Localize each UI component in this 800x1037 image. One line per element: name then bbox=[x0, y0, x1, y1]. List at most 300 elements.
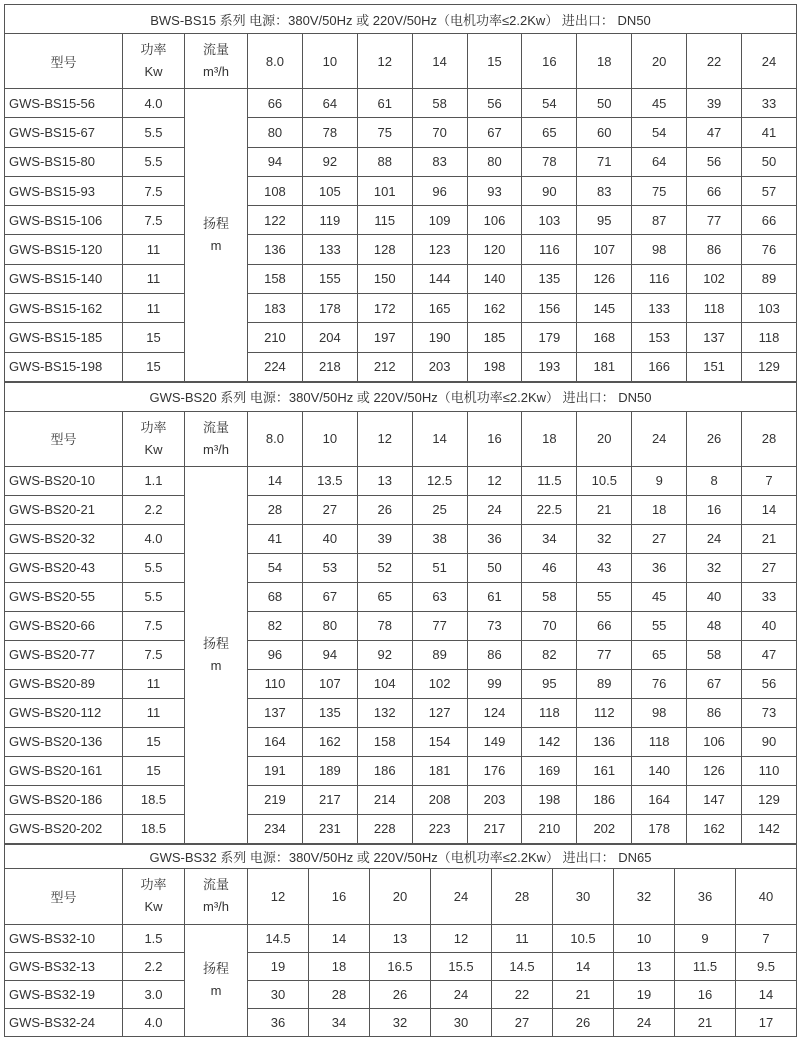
head-value-cell: 162 bbox=[302, 727, 357, 756]
table-row bbox=[5, 756, 797, 785]
head-value-cell: 21 bbox=[553, 980, 614, 1008]
head-value-cell: 99 bbox=[467, 669, 522, 698]
head-value-cell: 22.5 bbox=[522, 495, 577, 524]
head-value-cell: 164 bbox=[632, 785, 687, 814]
power-cell: 5.5 bbox=[123, 553, 185, 582]
pump-spec-document bbox=[4, 4, 797, 1037]
head-value-cell: 26 bbox=[553, 1008, 614, 1036]
flow-value-header: 16 bbox=[467, 411, 522, 466]
head-value-cell: 41 bbox=[248, 524, 303, 553]
head-value-cell: 178 bbox=[632, 814, 687, 843]
model-header: 型号 bbox=[5, 34, 123, 89]
head-value-cell: 78 bbox=[522, 147, 577, 176]
model-cell: GWS-BS20-66 bbox=[5, 611, 123, 640]
head-value-cell: 186 bbox=[577, 785, 632, 814]
head-value-cell: 122 bbox=[248, 206, 303, 235]
model-cell: GWS-BS15-106 bbox=[5, 206, 123, 235]
head-value-cell: 14.5 bbox=[248, 924, 309, 952]
head-value-cell: 34 bbox=[309, 1008, 370, 1036]
table-row bbox=[5, 640, 797, 669]
head-value-cell: 202 bbox=[577, 814, 632, 843]
head-value-cell: 24 bbox=[431, 980, 492, 1008]
power-header bbox=[123, 868, 185, 924]
table-row bbox=[5, 553, 797, 582]
flow-value-header: 12 bbox=[248, 868, 309, 924]
power-cell: 4.0 bbox=[123, 1008, 185, 1036]
head-value-cell: 33 bbox=[742, 582, 797, 611]
head-value-cell: 15.5 bbox=[431, 952, 492, 980]
power-cell: 7.5 bbox=[123, 611, 185, 640]
flow-unit: m³/h bbox=[203, 899, 229, 915]
head-value-cell: 88 bbox=[357, 147, 412, 176]
head-value-cell: 203 bbox=[412, 352, 467, 381]
head-value-cell: 135 bbox=[302, 698, 357, 727]
head-value-cell: 26 bbox=[370, 980, 431, 1008]
head-value-cell: 56 bbox=[742, 669, 797, 698]
head-value-cell: 47 bbox=[742, 640, 797, 669]
power-cell: 1.1 bbox=[123, 466, 185, 495]
head-value-cell: 14.5 bbox=[492, 952, 553, 980]
head-value-cell: 234 bbox=[248, 814, 303, 843]
table-row bbox=[5, 1008, 797, 1036]
table-row bbox=[5, 524, 797, 553]
model-cell: GWS-BS20-186 bbox=[5, 785, 123, 814]
section-title: BWS-BS15 系列 电源：380V/50Hz 或 220V/50Hz（电机功率≤2.2Kw） 进出口： DN50 bbox=[5, 5, 797, 34]
table-row bbox=[5, 352, 797, 381]
head-value-cell: 89 bbox=[412, 640, 467, 669]
head-value-cell: 9 bbox=[632, 466, 687, 495]
head-value-cell: 127 bbox=[412, 698, 467, 727]
head-value-cell: 54 bbox=[522, 89, 577, 118]
head-value-cell: 128 bbox=[357, 235, 412, 264]
head-value-cell: 116 bbox=[522, 235, 577, 264]
head-value-cell: 144 bbox=[412, 264, 467, 293]
power-cell: 7.5 bbox=[123, 206, 185, 235]
head-value-cell: 16 bbox=[675, 980, 736, 1008]
head-value-cell: 118 bbox=[687, 294, 742, 323]
head-value-cell: 219 bbox=[248, 785, 303, 814]
head-value-cell: 93 bbox=[467, 176, 522, 205]
head-value-cell: 67 bbox=[302, 582, 357, 611]
head-value-cell: 45 bbox=[632, 89, 687, 118]
head-value-cell: 208 bbox=[412, 785, 467, 814]
head-value-cell: 198 bbox=[467, 352, 522, 381]
model-cell: GWS-BS32-10 bbox=[5, 924, 123, 952]
model-cell: GWS-BS15-67 bbox=[5, 118, 123, 147]
head-value-cell: 126 bbox=[577, 264, 632, 293]
power-cell: 15 bbox=[123, 323, 185, 352]
head-value-cell: 11.5 bbox=[522, 466, 577, 495]
head-value-cell: 40 bbox=[687, 582, 742, 611]
head-value-cell: 118 bbox=[522, 698, 577, 727]
power-cell: 5.5 bbox=[123, 147, 185, 176]
power-cell: 3.0 bbox=[123, 980, 185, 1008]
head-value-cell: 36 bbox=[248, 1008, 309, 1036]
head-value-cell: 189 bbox=[302, 756, 357, 785]
table-row bbox=[5, 264, 797, 293]
model-cell: GWS-BS15-120 bbox=[5, 235, 123, 264]
head-label: 扬程 bbox=[202, 961, 229, 977]
head-value-cell: 223 bbox=[412, 814, 467, 843]
head-value-cell: 64 bbox=[632, 147, 687, 176]
head-value-cell: 73 bbox=[467, 611, 522, 640]
power-cell: 11 bbox=[123, 235, 185, 264]
head-value-cell: 66 bbox=[248, 89, 303, 118]
head-value-cell: 18 bbox=[309, 952, 370, 980]
head-value-cell: 58 bbox=[412, 89, 467, 118]
head-value-cell: 95 bbox=[522, 669, 577, 698]
head-value-cell: 210 bbox=[248, 323, 303, 352]
head-value-cell: 70 bbox=[522, 611, 577, 640]
head-value-cell: 217 bbox=[467, 814, 522, 843]
head-value-cell: 98 bbox=[632, 698, 687, 727]
head-value-cell: 129 bbox=[742, 785, 797, 814]
flow-label: 流量 bbox=[202, 42, 229, 57]
head-value-cell: 48 bbox=[687, 611, 742, 640]
head-value-cell: 76 bbox=[742, 235, 797, 264]
model-cell: GWS-BS15-185 bbox=[5, 323, 123, 352]
table-row bbox=[5, 727, 797, 756]
head-value-cell: 68 bbox=[248, 582, 303, 611]
head-value-cell: 90 bbox=[522, 176, 577, 205]
head-unit: m bbox=[210, 237, 222, 253]
head-value-cell: 136 bbox=[248, 235, 303, 264]
head-value-cell: 14 bbox=[742, 495, 797, 524]
section-title: GWS-BS32 系列 电源：380V/50Hz 或 220V/50Hz（电机功率≤2.2Kw） 进出口： DN65 bbox=[5, 844, 797, 868]
head-value-cell: 67 bbox=[687, 669, 742, 698]
flow-value-header: 22 bbox=[687, 34, 742, 89]
head-value-cell: 109 bbox=[412, 206, 467, 235]
model-cell: GWS-BS20-10 bbox=[5, 466, 123, 495]
head-value-cell: 154 bbox=[412, 727, 467, 756]
model-cell: GWS-BS32-19 bbox=[5, 980, 123, 1008]
head-value-cell: 65 bbox=[357, 582, 412, 611]
model-cell: GWS-BS20-21 bbox=[5, 495, 123, 524]
power-cell: 18.5 bbox=[123, 785, 185, 814]
head-value-cell: 18 bbox=[632, 495, 687, 524]
head-value-cell: 80 bbox=[467, 147, 522, 176]
model-header: 型号 bbox=[5, 411, 123, 466]
head-value-cell: 126 bbox=[687, 756, 742, 785]
head-value-cell: 89 bbox=[577, 669, 632, 698]
head-value-cell: 54 bbox=[248, 553, 303, 582]
head-value-cell: 197 bbox=[357, 323, 412, 352]
head-value-cell: 46 bbox=[522, 553, 577, 582]
head-value-cell: 36 bbox=[632, 553, 687, 582]
power-label: 功率 bbox=[140, 42, 167, 57]
head-value-cell: 110 bbox=[742, 756, 797, 785]
head-value-cell: 32 bbox=[577, 524, 632, 553]
model-cell: GWS-BS20-77 bbox=[5, 640, 123, 669]
model-header: 型号 bbox=[5, 868, 123, 924]
head-value-cell: 98 bbox=[632, 235, 687, 264]
power-cell: 15 bbox=[123, 756, 185, 785]
flow-unit: m³/h bbox=[203, 441, 229, 457]
head-value-cell: 63 bbox=[412, 582, 467, 611]
flow-value-header: 10 bbox=[302, 411, 357, 466]
head-value-cell: 140 bbox=[632, 756, 687, 785]
model-cell: GWS-BS20-161 bbox=[5, 756, 123, 785]
head-value-cell: 45 bbox=[632, 582, 687, 611]
head-value-cell: 78 bbox=[357, 611, 412, 640]
flow-value-header: 36 bbox=[675, 868, 736, 924]
head-value-cell: 116 bbox=[632, 264, 687, 293]
head-value-cell: 203 bbox=[467, 785, 522, 814]
flow-value-header: 14 bbox=[412, 34, 467, 89]
table-row bbox=[5, 294, 797, 323]
spec-table-section bbox=[4, 4, 797, 382]
head-value-cell: 94 bbox=[302, 640, 357, 669]
head-value-cell: 64 bbox=[302, 89, 357, 118]
power-cell: 15 bbox=[123, 352, 185, 381]
table-row bbox=[5, 814, 797, 843]
head-value-cell: 118 bbox=[632, 727, 687, 756]
head-value-cell: 70 bbox=[412, 118, 467, 147]
head-value-cell: 12 bbox=[467, 466, 522, 495]
head-value-cell: 102 bbox=[412, 669, 467, 698]
table-row bbox=[5, 611, 797, 640]
power-cell: 18.5 bbox=[123, 814, 185, 843]
flow-value-header: 26 bbox=[687, 411, 742, 466]
power-cell: 11 bbox=[123, 669, 185, 698]
table-row bbox=[5, 176, 797, 205]
head-value-cell: 92 bbox=[357, 640, 412, 669]
head-value-cell: 104 bbox=[357, 669, 412, 698]
table-row bbox=[5, 582, 797, 611]
head-value-cell: 172 bbox=[357, 294, 412, 323]
head-value-cell: 14 bbox=[736, 980, 797, 1008]
model-cell: GWS-BS32-13 bbox=[5, 952, 123, 980]
head-unit: m bbox=[210, 657, 222, 673]
head-value-cell: 136 bbox=[577, 727, 632, 756]
head-value-cell: 210 bbox=[522, 814, 577, 843]
table-row bbox=[5, 924, 797, 952]
head-value-cell: 112 bbox=[577, 698, 632, 727]
head-value-cell: 78 bbox=[302, 118, 357, 147]
head-label-cell bbox=[185, 466, 248, 843]
head-value-cell: 50 bbox=[467, 553, 522, 582]
head-value-cell: 94 bbox=[248, 147, 303, 176]
head-value-cell: 137 bbox=[687, 323, 742, 352]
head-value-cell: 75 bbox=[357, 118, 412, 147]
head-value-cell: 90 bbox=[742, 727, 797, 756]
head-value-cell: 66 bbox=[742, 206, 797, 235]
head-value-cell: 212 bbox=[357, 352, 412, 381]
power-cell: 4.0 bbox=[123, 89, 185, 118]
head-value-cell: 87 bbox=[632, 206, 687, 235]
flow-value-header: 18 bbox=[522, 411, 577, 466]
power-label: 功率 bbox=[140, 877, 167, 893]
head-value-cell: 14 bbox=[553, 952, 614, 980]
head-value-cell: 83 bbox=[577, 176, 632, 205]
head-value-cell: 142 bbox=[742, 814, 797, 843]
head-value-cell: 13 bbox=[614, 952, 675, 980]
table-row bbox=[5, 669, 797, 698]
model-cell: GWS-BS32-24 bbox=[5, 1008, 123, 1036]
head-value-cell: 86 bbox=[687, 698, 742, 727]
head-value-cell: 96 bbox=[412, 176, 467, 205]
power-cell: 7.5 bbox=[123, 640, 185, 669]
head-value-cell: 61 bbox=[357, 89, 412, 118]
flow-value-header: 30 bbox=[553, 868, 614, 924]
model-cell: GWS-BS20-89 bbox=[5, 669, 123, 698]
power-unit: Kw bbox=[144, 64, 163, 79]
power-cell: 5.5 bbox=[123, 118, 185, 147]
power-unit: Kw bbox=[144, 441, 163, 457]
head-value-cell: 19 bbox=[614, 980, 675, 1008]
power-header bbox=[123, 34, 185, 89]
head-value-cell: 75 bbox=[632, 176, 687, 205]
head-value-cell: 132 bbox=[357, 698, 412, 727]
head-value-cell: 36 bbox=[467, 524, 522, 553]
head-value-cell: 77 bbox=[577, 640, 632, 669]
model-cell: GWS-BS20-32 bbox=[5, 524, 123, 553]
head-value-cell: 25 bbox=[412, 495, 467, 524]
flow-header bbox=[185, 34, 248, 89]
head-value-cell: 16.5 bbox=[370, 952, 431, 980]
head-value-cell: 162 bbox=[467, 294, 522, 323]
head-value-cell: 24 bbox=[687, 524, 742, 553]
head-value-cell: 83 bbox=[412, 147, 467, 176]
head-value-cell: 24 bbox=[467, 495, 522, 524]
head-value-cell: 82 bbox=[248, 611, 303, 640]
head-unit: m bbox=[210, 983, 222, 999]
head-value-cell: 107 bbox=[302, 669, 357, 698]
flow-value-header: 12 bbox=[357, 411, 412, 466]
flow-value-header: 8.0 bbox=[248, 411, 303, 466]
head-value-cell: 164 bbox=[248, 727, 303, 756]
flow-value-header: 20 bbox=[577, 411, 632, 466]
head-value-cell: 204 bbox=[302, 323, 357, 352]
power-label: 功率 bbox=[140, 419, 167, 435]
head-value-cell: 214 bbox=[357, 785, 412, 814]
power-cell: 15 bbox=[123, 727, 185, 756]
head-value-cell: 140 bbox=[467, 264, 522, 293]
flow-value-header: 18 bbox=[577, 34, 632, 89]
head-value-cell: 123 bbox=[412, 235, 467, 264]
head-value-cell: 27 bbox=[302, 495, 357, 524]
head-value-cell: 7 bbox=[742, 466, 797, 495]
head-value-cell: 53 bbox=[302, 553, 357, 582]
table-row bbox=[5, 89, 797, 118]
head-value-cell: 96 bbox=[248, 640, 303, 669]
head-value-cell: 58 bbox=[687, 640, 742, 669]
head-value-cell: 27 bbox=[492, 1008, 553, 1036]
head-value-cell: 186 bbox=[357, 756, 412, 785]
head-value-cell: 39 bbox=[357, 524, 412, 553]
head-value-cell: 142 bbox=[522, 727, 577, 756]
head-value-cell: 21 bbox=[577, 495, 632, 524]
head-value-cell: 22 bbox=[492, 980, 553, 1008]
head-label: 扬程 bbox=[202, 215, 229, 231]
head-value-cell: 108 bbox=[248, 176, 303, 205]
head-value-cell: 28 bbox=[309, 980, 370, 1008]
head-value-cell: 71 bbox=[577, 147, 632, 176]
head-value-cell: 169 bbox=[522, 756, 577, 785]
head-label-cell bbox=[185, 924, 248, 1036]
flow-value-header: 20 bbox=[632, 34, 687, 89]
head-value-cell: 162 bbox=[687, 814, 742, 843]
table-row bbox=[5, 118, 797, 147]
head-value-cell: 86 bbox=[467, 640, 522, 669]
table-row bbox=[5, 323, 797, 352]
model-cell: GWS-BS15-80 bbox=[5, 147, 123, 176]
head-value-cell: 101 bbox=[357, 176, 412, 205]
head-value-cell: 38 bbox=[412, 524, 467, 553]
head-value-cell: 51 bbox=[412, 553, 467, 582]
power-cell: 5.5 bbox=[123, 582, 185, 611]
flow-value-header: 14 bbox=[412, 411, 467, 466]
head-value-cell: 95 bbox=[577, 206, 632, 235]
head-value-cell: 133 bbox=[302, 235, 357, 264]
flow-value-header: 32 bbox=[614, 868, 675, 924]
head-value-cell: 153 bbox=[632, 323, 687, 352]
head-value-cell: 10.5 bbox=[553, 924, 614, 952]
head-value-cell: 73 bbox=[742, 698, 797, 727]
head-value-cell: 80 bbox=[248, 118, 303, 147]
head-value-cell: 66 bbox=[577, 611, 632, 640]
head-value-cell: 176 bbox=[467, 756, 522, 785]
section-title-row bbox=[5, 5, 797, 34]
head-value-cell: 191 bbox=[248, 756, 303, 785]
head-value-cell: 181 bbox=[412, 756, 467, 785]
head-label-cell bbox=[185, 89, 248, 382]
head-value-cell: 9.5 bbox=[736, 952, 797, 980]
head-value-cell: 50 bbox=[742, 147, 797, 176]
head-value-cell: 120 bbox=[467, 235, 522, 264]
flow-value-header: 24 bbox=[632, 411, 687, 466]
head-value-cell: 155 bbox=[302, 264, 357, 293]
head-label: 扬程 bbox=[202, 635, 229, 651]
head-value-cell: 158 bbox=[248, 264, 303, 293]
head-value-cell: 65 bbox=[632, 640, 687, 669]
flow-value-header: 20 bbox=[370, 868, 431, 924]
model-cell: GWS-BS15-162 bbox=[5, 294, 123, 323]
head-value-cell: 149 bbox=[467, 727, 522, 756]
head-value-cell: 61 bbox=[467, 582, 522, 611]
head-value-cell: 10 bbox=[614, 924, 675, 952]
head-value-cell: 147 bbox=[687, 785, 742, 814]
head-value-cell: 86 bbox=[687, 235, 742, 264]
head-value-cell: 56 bbox=[467, 89, 522, 118]
head-value-cell: 60 bbox=[577, 118, 632, 147]
power-cell: 4.0 bbox=[123, 524, 185, 553]
head-value-cell: 103 bbox=[522, 206, 577, 235]
head-value-cell: 12.5 bbox=[412, 466, 467, 495]
head-value-cell: 41 bbox=[742, 118, 797, 147]
head-value-cell: 9 bbox=[675, 924, 736, 952]
table-row bbox=[5, 785, 797, 814]
head-value-cell: 27 bbox=[742, 553, 797, 582]
header-row bbox=[5, 868, 797, 924]
head-value-cell: 24 bbox=[614, 1008, 675, 1036]
head-value-cell: 54 bbox=[632, 118, 687, 147]
head-value-cell: 80 bbox=[302, 611, 357, 640]
head-value-cell: 106 bbox=[687, 727, 742, 756]
head-value-cell: 40 bbox=[302, 524, 357, 553]
head-value-cell: 30 bbox=[431, 1008, 492, 1036]
table-row bbox=[5, 466, 797, 495]
head-value-cell: 16 bbox=[687, 495, 742, 524]
head-value-cell: 7 bbox=[736, 924, 797, 952]
model-cell: GWS-BS20-55 bbox=[5, 582, 123, 611]
model-cell: GWS-BS20-202 bbox=[5, 814, 123, 843]
head-value-cell: 137 bbox=[248, 698, 303, 727]
head-value-cell: 50 bbox=[577, 89, 632, 118]
head-value-cell: 17 bbox=[736, 1008, 797, 1036]
flow-value-header: 8.0 bbox=[248, 34, 303, 89]
head-value-cell: 21 bbox=[675, 1008, 736, 1036]
